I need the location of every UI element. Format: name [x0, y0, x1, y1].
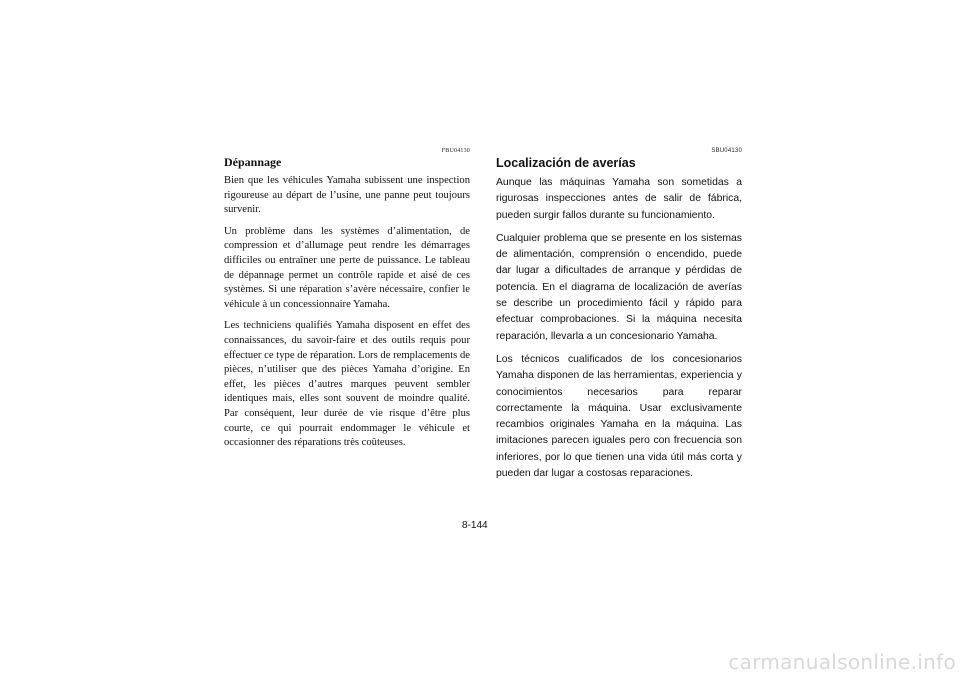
section-heading: Dépannage	[224, 155, 282, 169]
paragraph: Les techniciens qualifiés Yamaha disposent en effet des connaissances, du savoir-faire et des outils requis pour effectuer ce type de réparation. Lors de remplacements de pièces, n’utiliser que des pièces Yamaha d’origine. En effet, les pièces d’autres marques peuvent sembler identiques mais, elles sont souvent de moindre qualité. Par conséquent, leur durée de vie risque d’être plus courte, ce qui pourrait endommager le véhicule et occasionner des réparations très coûteuses.	[224, 320, 470, 449]
paragraph: Cualquier problema que se presente en los sistemas de alimentación, comprensión o encendido, puede dar lugar a dificultades de arranque y pérdidas de potencia. En el diagrama de localización de averías se describe un procedimiento fácil y rápido para efectuar comprobaciones. Si la máquina necesita reparación, llevarla a un concesionario Yamaha.	[496, 232, 742, 342]
paragraph: Bien que les véhicules Yamaha subissent une inspection rigoureuse au départ de l’usine, une panne peut toujours survenir.	[224, 175, 470, 216]
section-code: SBU04130	[711, 148, 742, 154]
section-heading: Localización de averías	[496, 156, 636, 170]
spanish-column	[496, 148, 742, 489]
watermark: carmanualsonline.info	[728, 650, 956, 674]
section-code: FBU04130	[441, 148, 470, 154]
paragraph: Aunque las máquinas Yamaha son sometidas a rigurosas inspecciones antes de salir de fábrica, pueden surgir fallos durante su funcionamiento.	[496, 177, 742, 221]
french-column	[224, 148, 470, 458]
paragraph: Un problème dans les systèmes d’alimentation, de compression et d’allumage peut rendre les démarrages difficiles ou entraîner une perte de puissance. Le tableau de dépannage permet un contrôle rapide et aisé de ces systèmes. Si une réparation s’avère nécessaire, confier le véhicule à un concessionnaire Yamaha.	[224, 225, 470, 310]
page-number: 8-144	[462, 520, 488, 531]
paragraph: Los técnicos cualificados de los concesionarios Yamaha disponen de las herramientas, experiencia y conocimientos necesarios para reparar correctamente la máquina. Usar exclusivamente recambios originales Yamaha en la máquina. Las imitaciones parecen iguales pero con frecuencia son inferiores, por lo que tienen una vida útil más corta y pueden dar lugar a costosas reparaciones.	[496, 353, 742, 480]
